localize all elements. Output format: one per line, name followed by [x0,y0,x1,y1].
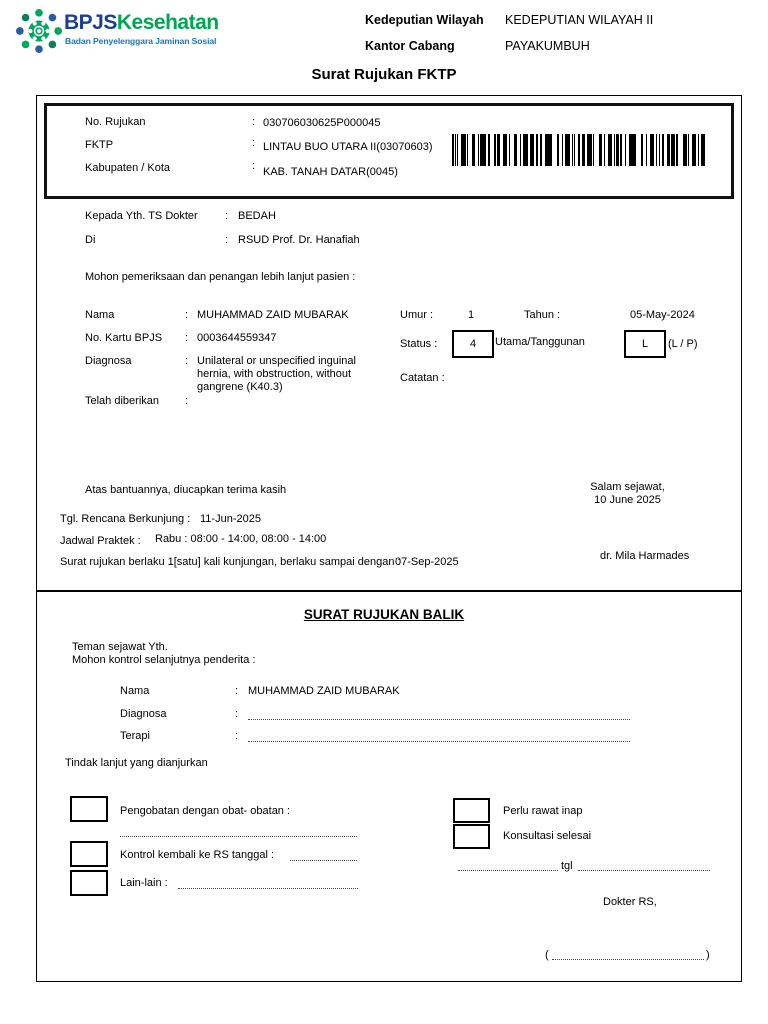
checkbox-kontrol [70,841,108,867]
dokter-rs-label: Dokter RS, [603,896,657,908]
nama-label: Nama [85,309,115,321]
kepada-label: Kepada Yth. TS Dokter [85,210,198,222]
colon: : [235,685,239,697]
colon: : [185,309,189,321]
balik-nama-label: Nama [120,685,150,697]
fktp-value: LINTAU BUO UTARA II(03070603) [263,141,433,153]
tahun-label: Tahun : [524,309,561,321]
balik-title: SURAT RUJUKAN BALIK [303,607,465,622]
fktp-label: FKTP [85,139,114,151]
kedeputian-value: KEDEPUTIAN WILAYAH II [505,13,654,27]
request-line: Mohon pemeriksaan dan penangan lebih lanjut pasien : [85,271,356,283]
status-value-box [452,330,494,358]
diagnosa-value: Unilateral or unspecified inguinal hernia, with obstruction, without gangrene (K40.3) [197,355,356,393]
rencana-berkunjung-value: 11-Jun-2025 [200,513,261,525]
colon: : [252,116,256,128]
kedeputian-label: Kedeputian Wilayah [365,13,484,27]
checkbox-lain-lain [70,870,108,896]
kantor-cabang-label: Kantor Cabang [365,39,455,53]
kabupaten-value: KAB. TANAH DATAR(0045) [263,166,398,178]
salam-line2: 10 June 2025 [594,494,661,506]
rencana-berkunjung-label: Tgl. Rencana Berkunjung : [60,513,191,525]
barcode-image [452,134,705,166]
signature-blank-line [552,959,704,960]
kartu-label: No. Kartu BPJS [85,332,163,344]
checkbox-rawat-inap-label: Perlu rawat inap [503,805,583,817]
no-rujukan-value: 030706030625P000045 [263,117,381,129]
logo-wordmark [64,11,219,35]
checkbox-pengobatan [70,796,108,822]
status-suffix: Utama/Tanggunan [495,336,585,348]
berlaku-label: Surat rujukan berlaku 1[satu] kali kunjungan, berlaku sampai dengan : [60,556,401,568]
logo-subtitle: Badan Penyelenggara Jaminan Sosial [65,36,217,46]
kontrol-blank-line [290,860,357,861]
salam-block [540,481,715,507]
telah-diberikan-label: Telah diberikan [85,395,159,407]
lain-lain-blank-line [178,888,358,889]
gender-suffix: (L / P) [668,338,698,350]
jadwal-value: Rabu : 08:00 - 14:00, 08:00 - 14:00 [155,533,327,545]
kabupaten-label: Kabupaten / Kota [85,162,171,174]
umur-value: 1 [468,309,475,321]
logo-word-bpjs: BPJS [64,11,117,34]
umur-label: Umur : [400,309,433,321]
no-rujukan-label: No. Rujukan [85,116,146,128]
balik-terapi-label: Terapi [120,730,150,742]
checkbox-konsultasi [453,824,490,849]
salam-line1: Salam sejawat, [590,481,665,493]
gender-value-box [624,330,666,358]
nama-value: MUHAMMAD ZAID MUBARAK [197,309,349,321]
checkbox-kontrol-label: Kontrol kembali ke RS tanggal : [120,849,275,861]
bpjs-logo-icon [15,8,63,54]
colon: : [235,730,239,742]
pengobatan-blank-line [120,836,357,837]
doctor-name: dr. Mila Harmades [600,550,690,562]
tgl-blank-line-right [578,870,710,871]
kartu-value: 0003644559347 [197,332,277,344]
colon: : [185,355,189,367]
colon: : [235,708,239,720]
catatan-label: Catatan : [400,372,445,384]
logo-word-kesehatan: Kesehatan [116,11,219,34]
di-value: RSUD Prof. Dr. Hanafiah [238,234,360,246]
tindak-lanjut-label: Tindak lanjut yang dianjurkan [65,757,208,769]
balik-nama-value: MUHAMMAD ZAID MUBARAK [248,685,400,697]
berlaku-value: 07-Sep-2025 [395,556,459,568]
colon: : [185,395,189,407]
balik-diagnosa-blank-line [248,719,630,720]
status-value: 4 [469,338,477,350]
colon: : [252,137,256,149]
balik-greeting2: Mohon kontrol selanjutnya penderita : [72,654,256,666]
balik-terapi-blank-line [248,741,630,742]
kepada-value: BEDAH [238,210,276,222]
jadwal-label: Jadwal Praktek : [60,535,141,547]
colon: : [225,210,229,222]
signature-paren-close: ) [706,949,710,961]
checkbox-pengobatan-label: Pengobatan dengan obat- obatan : [120,805,291,817]
colon: : [185,332,189,344]
colon: : [225,234,229,246]
kantor-cabang-value: PAYAKUMBUH [505,39,590,53]
signature-paren-open: ( [545,949,549,961]
di-label: Di [85,234,96,246]
checkbox-konsultasi-label: Konsultasi selesai [503,830,592,842]
balik-diagnosa-label: Diagnosa [120,708,167,720]
colon: : [252,160,256,172]
status-label: Status : [400,338,438,350]
page-title: Surat Rujukan FKTP [311,66,457,83]
tgl-text: tgl [561,860,573,872]
balik-greeting1: Teman sejawat Yth. [72,641,168,653]
tgl-blank-line-left [458,870,558,871]
tahun-value: 05-May-2024 [630,309,695,321]
diagnosa-label: Diagnosa [85,355,132,367]
gender-value: L [641,338,649,350]
checkbox-rawat-inap [453,798,490,823]
checkbox-lain-lain-label: Lain-lain : [120,877,168,889]
thanks-line: Atas bantuannya, diucapkan terima kasih [85,484,287,496]
